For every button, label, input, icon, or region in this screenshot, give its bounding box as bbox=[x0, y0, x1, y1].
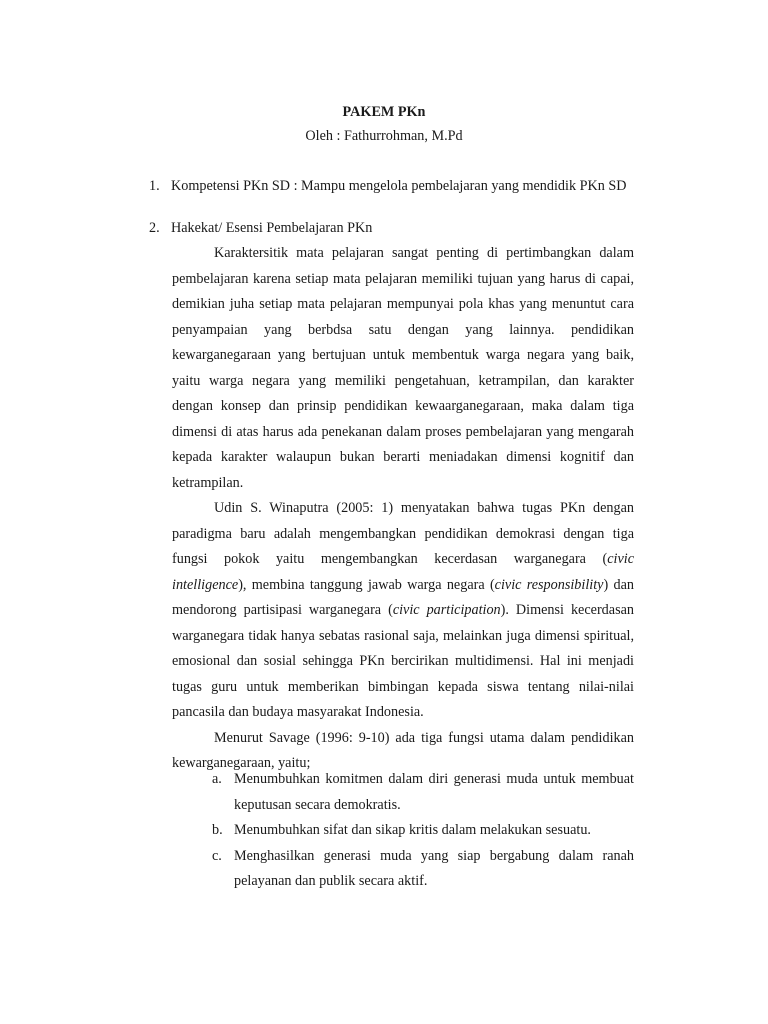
sub-list-item-a bbox=[212, 767, 634, 818]
body-paragraphs bbox=[172, 241, 634, 777]
paragraph-2-civic-intelligence: civic intelligence bbox=[172, 551, 634, 593]
sub-list-item-c-letter: c. bbox=[212, 847, 222, 864]
sub-list-item-a-text: Menumbuhkan komitmen dalam diri generasi muda untuk membuat keputusan secara demokratis. bbox=[234, 771, 634, 813]
sub-list-item-b-text: Menumbuhkan sifat dan sikap kritis dalam melakukan sesuatu. bbox=[234, 822, 591, 838]
list-item-1 bbox=[149, 174, 627, 198]
sub-list-item-c-text: Menghasilkan generasi muda yang siap bergabung dalam ranah pelayanan dan publik secara aktif. bbox=[234, 847, 634, 889]
paragraph-2-civic-responsibility: civic responsibility bbox=[494, 576, 604, 593]
paragraph-2-part-3: ) dan mendorong partisipasi warganegara ( bbox=[172, 576, 634, 618]
sub-list bbox=[212, 767, 634, 895]
paragraph-2-part-4: ). Dimensi kecerdasan warganegara tidak hanya sebatas rasional saja, melainkan juga dimensi spiritual, emosional dan sosial sehingga PKn bercirikan multidimensi. Hal ini menjadi tugas guru untuk memberikan bimbingan kepada siswa tentang nilai-nilai pancasila dan budaya masyarakat Indonesia. bbox=[172, 602, 634, 720]
paragraph-3: Menurut Savage (1996: 9-10) ada tiga fungsi utama dalam pendidikan kewarganegaraan, yaitu; bbox=[172, 729, 634, 771]
sub-list-item-a-letter: a. bbox=[212, 771, 222, 787]
document-title: PAKEM PKn bbox=[342, 104, 426, 120]
list-item-2 bbox=[149, 216, 372, 240]
sub-list-item-c bbox=[212, 844, 634, 895]
sub-list-item-b-letter: b. bbox=[212, 822, 223, 838]
paragraph-2-civic-participation: civic participation bbox=[392, 602, 501, 618]
paragraph-2-part-1: Udin S. Winaputra (2005: 1) menyatakan bahwa tugas PKn dengan paradigma baru adalah mengembangkan pendidikan demokrasi dengan tiga fungsi pokok yaitu mengembangkan kecerdasan warganegara ( bbox=[172, 500, 634, 567]
list-item-2-text: Hakekat/ Esensi Pembelajaran PKn bbox=[171, 220, 373, 236]
document-author: Oleh : Fathurrohman, M.Pd bbox=[305, 128, 463, 144]
paragraph-1: Karaktersitik mata pelajaran sangat penting di pertimbangkan dalam pembelajaran karena setiap mata pelajaran memiliki tujuan yang harus di capai, demikian juha setiap mata pelajaran mempunyai pola khas yang menuntut cara penyampaian yang berbdsa satu dengan yang lainnya. pendidikan kewarganegaraan yang bertujuan untuk membentuk warga negara yang baik, yaitu warga negara yang memiliki pengetahuan, ketrampilan, dan karakter dengan konsep dan prinsip pendidikan kewaarganegaraan, maka dalam tiga dimensi di atas harus ada penekanan dalam proses pembelajaran yang mengarah kepada karakter walaupun bukan berarti meniadakan dimensi kognitif dan ketrampilan. bbox=[172, 245, 634, 491]
list-item-1-text: Kompetensi PKn SD : Mampu mengelola pembelajaran yang mendidik PKn SD bbox=[171, 178, 627, 194]
list-item-2-number: 2. bbox=[149, 220, 160, 236]
sub-list-item-b bbox=[212, 818, 634, 844]
paragraph-2 bbox=[172, 496, 634, 726]
list-item-1-number: 1. bbox=[149, 178, 160, 194]
paragraph-2-part-2: ), membina tanggung jawab warga negara ( bbox=[238, 576, 495, 593]
